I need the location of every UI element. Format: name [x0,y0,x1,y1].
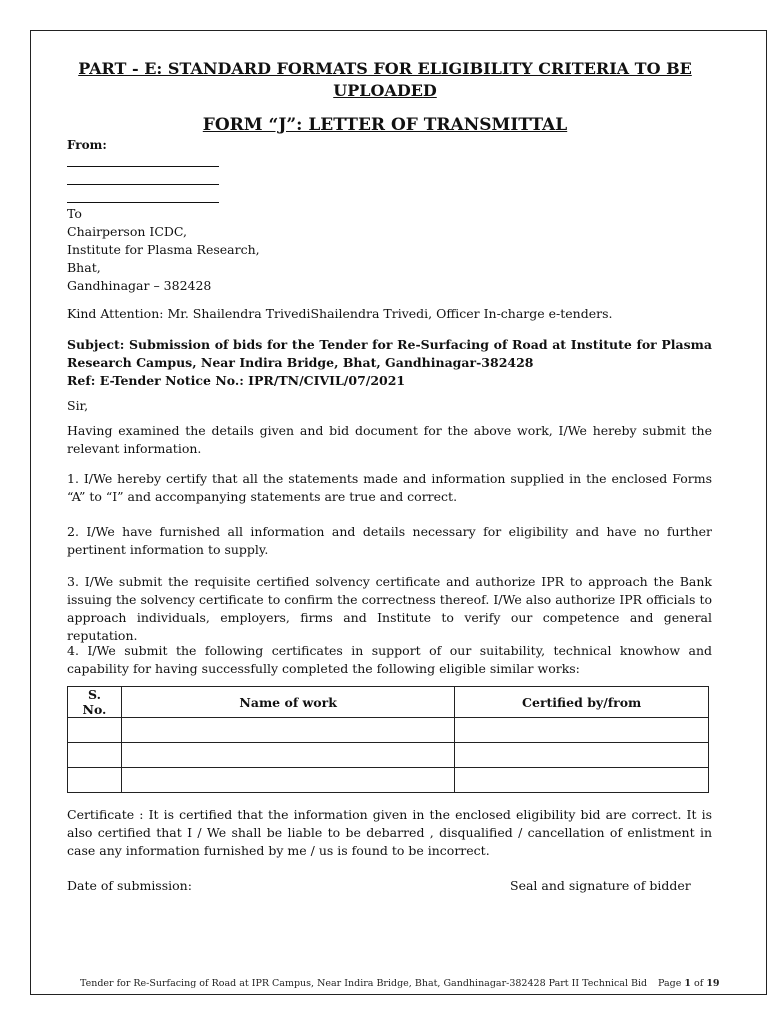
table-cell[interactable] [455,718,709,743]
form-title: FORM “J”: LETTER OF TRANSMITTAL [202,115,568,135]
to-line: Chairperson ICDC, [67,224,187,239]
to-label: To [67,206,82,221]
table-cell[interactable] [68,718,122,743]
kind-attention: Kind Attention: Mr. Shailendra TrivediShailendra Trivedi, Officer In-charge e-tenders. [67,306,613,321]
part-title: PART - E: STANDARD FORMATS FOR ELIGIBILITY CRITERIA TO BE UPLOADED [78,59,692,100]
col-name-of-work: Name of work [121,687,454,718]
from-label: From: [67,138,107,152]
to-line: Gandhinagar – 382428 [67,278,212,293]
intro-paragraph: Having examined the details given and bid document for the above work, I/We hereby submit the relevant information. [67,423,712,456]
from-line-1 [67,166,219,167]
table-row [68,768,709,793]
table-header-row [68,687,709,718]
table-cell[interactable] [121,718,454,743]
point-1: 1. I/We hereby certify that all the statements made and information supplied in the enclosed Forms “A” to “I” and accompanying statements are true and correct. [67,471,712,504]
to-line: Bhat, [67,260,101,275]
salutation: Sir, [67,398,89,413]
page-number: Page 1 of 19 [658,978,720,989]
seal-signature-label: Seal and signature of bidder [510,878,691,893]
table-row [68,743,709,768]
table-cell[interactable] [68,768,122,793]
reference [67,372,405,390]
col-sno: S. No. [68,687,122,718]
point-4: 4. I/We submit the following certificates in support of our suitability, technical knowhow and capability for having successfully completed the following eligible similar works: [67,643,712,676]
table-cell[interactable] [455,743,709,768]
col-certified-by: Certified by/from [455,687,709,718]
table-cell[interactable] [68,743,122,768]
table-row [68,718,709,743]
table-cell[interactable] [121,743,454,768]
from-line-3 [67,202,219,203]
ref-label: Ref: [67,373,96,388]
date-of-submission: Date of submission: [67,878,192,893]
works-table [67,686,709,793]
point-3: 3. I/We submit the requisite certified solvency certificate and authorize IPR to approach the Bank issuing the solvency certificate to confirm the correctness thereof. I/We also authorize IPR officials to approach individuals, employers, firms and Institute to verify our competence and general reputation. [67,574,712,643]
subject: Subject: Submission of bids for the Tender for Re-Surfacing of Road at Institute for Plasma Research Campus, Near Indira Bridge, Bhat, Gandhinagar-382428 [67,337,712,370]
table-cell[interactable] [455,768,709,793]
to-line: Institute for Plasma Research, [67,242,260,257]
ref-value: E-Tender Notice No.: IPR/TN/CIVIL/07/2021 [99,373,406,388]
certificate-paragraph: Certificate : It is certified that the information given in the enclosed eligibility bid are correct. It is also certified that I / We shall be liable to be debarred , disqualified / cancellation of enlistment in case any information furnished by me / us is found to be incorrect. [67,807,712,858]
point-2: 2. I/We have furnished all information and details necessary for eligibility and have no further pertinent information to supply. [67,524,712,557]
table-cell[interactable] [121,768,454,793]
from-line-2 [67,184,219,185]
footer-text: Tender for Re-Surfacing of Road at IPR Campus, Near Indira Bridge, Bhat, Gandhinagar-382428 Part II Technical Bid [80,978,648,989]
